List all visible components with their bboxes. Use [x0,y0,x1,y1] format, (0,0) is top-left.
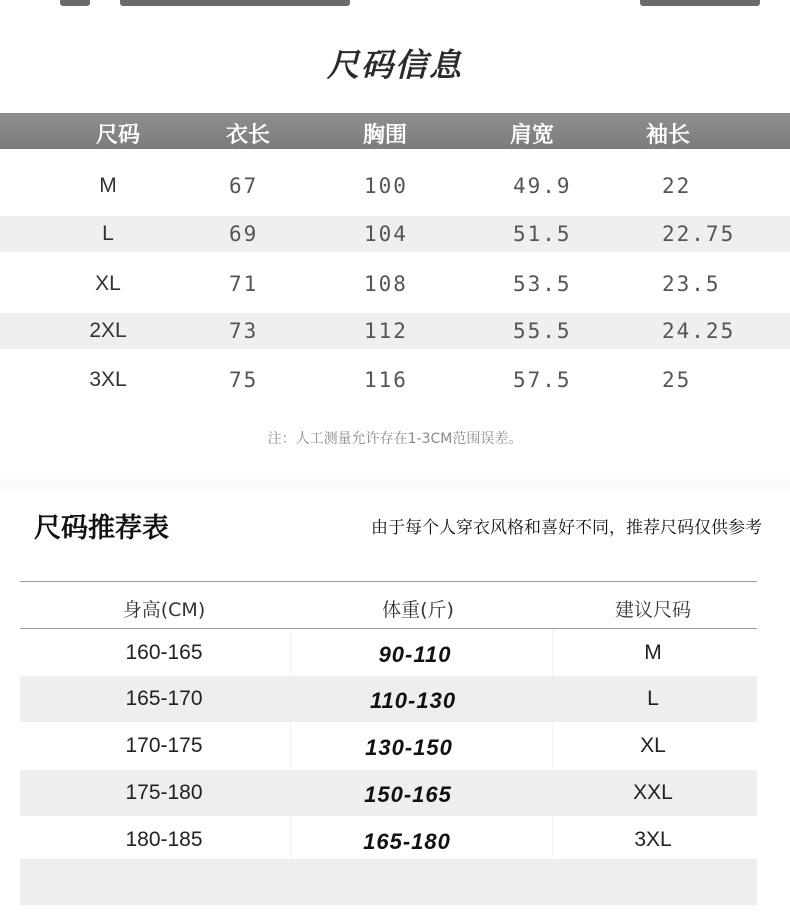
cell-chest: 116 [364,368,408,392]
cell-height: 175-180 [125,781,203,804]
size-row [0,168,790,204]
recommend-header-row [20,583,757,629]
header-bottom-line [20,628,757,629]
cell-size: M [99,174,117,197]
size-table-header [0,113,790,149]
header-chest: 胸围 [362,123,408,148]
cell-weight: 150-165 [364,782,452,807]
cell-size: XL [95,272,121,295]
cell-shoulder: 49.9 [513,174,572,198]
header-size: 尺码 [95,123,141,148]
cell-weight: 165-180 [363,829,451,854]
recommend-row [20,770,757,816]
cell-chest: 100 [364,174,408,198]
cell-height: 160-165 [125,641,203,664]
cell-length: 67 [229,174,259,198]
table-top-line [20,581,757,582]
recommend-row [20,723,757,769]
cell-length: 73 [229,319,259,343]
cell-suggested-size: M [644,641,662,664]
cell-height: 170-175 [125,734,203,757]
cell-height: 165-170 [125,687,203,710]
cell-sleeve: 22.75 [662,222,736,246]
header-suggested-size: 建议尺码 [614,599,692,621]
cell-shoulder: 55.5 [513,319,572,343]
header-sleeve: 袖长 [645,123,691,148]
cell-sleeve: 25 [662,368,692,392]
cell-suggested-size: 3XL [634,828,672,851]
cell-size: 3XL [89,368,127,391]
cell-sleeve: 24.25 [662,319,736,343]
cell-suggested-size: XL [640,734,666,757]
cell-chest: 108 [364,272,408,296]
cell-shoulder: 57.5 [513,368,572,392]
cell-length: 75 [229,368,259,392]
header-weight: 体重(斤) [382,599,454,621]
cell-sleeve: 23.5 [662,272,721,296]
recommend-title: 尺码推荐表 [34,513,169,544]
cell-chest: 104 [364,222,408,246]
cell-weight: 110-130 [369,688,457,713]
cell-shoulder: 51.5 [513,222,572,246]
recommend-subtitle: 由于每个人穿衣风格和喜好不同，推荐尺码仅供参考 [371,518,762,538]
measurement-note: 注：人工测量允许存在1-3CM范围误差。 [267,431,523,447]
cell-length: 71 [229,272,259,296]
header-height: 身高(CM) [122,599,206,621]
cell-weight: 130-150 [365,735,453,760]
cell-sleeve: 22 [662,174,692,198]
recommend-row [20,630,757,676]
size-row [0,216,790,252]
recommend-empty-row [20,859,757,905]
cell-size: 2XL [89,319,127,342]
cell-height: 180-185 [125,828,203,851]
size-row [0,266,790,302]
cell-chest: 112 [364,319,408,343]
cell-shoulder: 53.5 [513,272,572,296]
top-cropped-banner [0,0,790,8]
size-row [0,313,790,349]
header-length: 衣长 [225,123,271,148]
cell-suggested-size: XXL [633,781,673,804]
cell-length: 69 [229,222,259,246]
cell-weight: 90-110 [378,642,452,667]
recommend-row [20,676,757,722]
header-shoulder: 肩宽 [509,123,555,148]
page-title: 尺码信息 [326,46,463,84]
recommend-row [20,817,757,863]
cell-suggested-size: L [647,687,659,710]
section-divider [0,478,790,492]
cell-size: L [102,222,114,245]
size-row [0,362,790,398]
